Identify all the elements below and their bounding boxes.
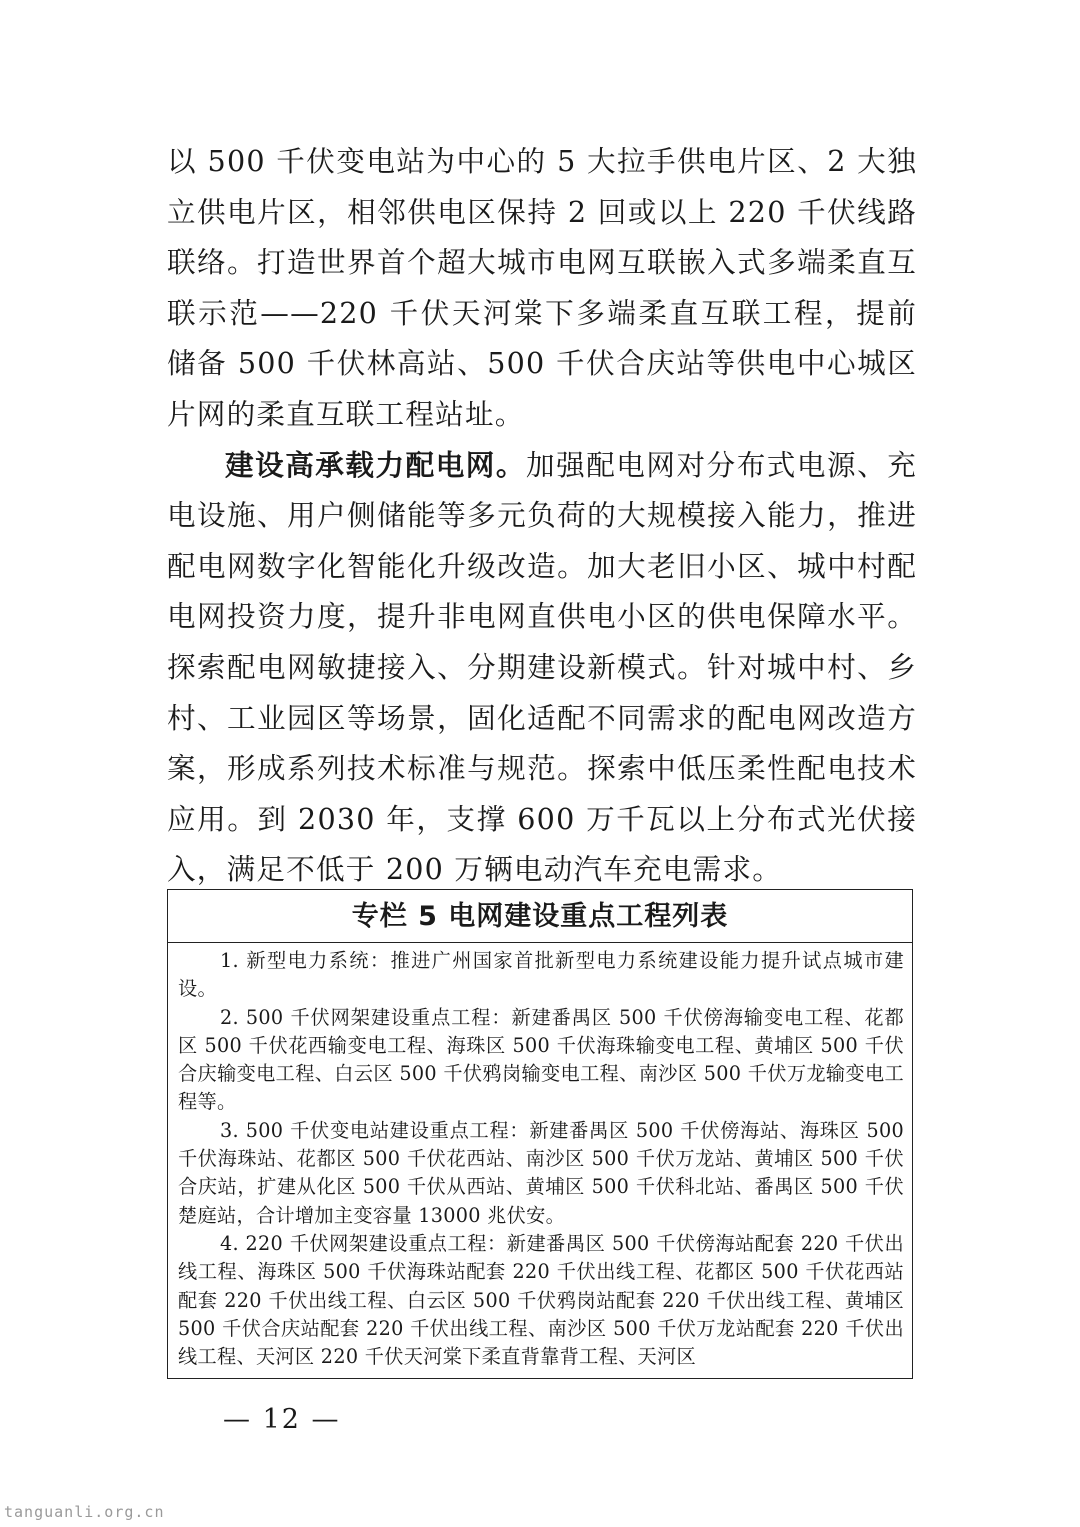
paragraph-lead-heading: 建设高承载力配电网。 — [225, 447, 526, 482]
body-text — [167, 136, 917, 895]
paragraph-distribution-grid — [167, 440, 917, 895]
paragraph-body: 加强配电网对分布式电源、充电设施、用户侧储能等多元负荷的大规模接入能力，推进配电网数字化智能化升级改造。加大老旧小区、城中村配电网投资力度，提升非电网直供电小区的供电保障水平。探索配电网敏捷接入、分期建设新模式。针对城中村、乡村、工业园区等场景，固化适配不同需求的配电网改造方案，形成系列技术标准与规范。探索中低压柔性配电技术应用。到 2030 年，支撑 600 万千瓦以上分布式光伏接入，满足不低于 200 万辆电动汽车充电需求。 — [167, 447, 917, 887]
box-title: 专栏 5 电网建设重点工程列表 — [168, 890, 912, 943]
box-body — [168, 943, 912, 1371]
page-number: — 12 — — [223, 1404, 341, 1435]
sidebar-box-key-projects — [167, 889, 913, 1379]
list-item: 1. 新型电力系统：推进广州国家首批新型电力系统建设能力提升试点城市建设。 — [178, 949, 904, 1001]
watermark: tanguanli.org.cn — [4, 1503, 165, 1521]
paragraph-continued: 以 500 千伏变电站为中心的 5 大拉手供电片区、2 大独立供电片区，相邻供电区保持 2 回或以上 220 千伏线路联络。打造世界首个超大城市电网互联嵌入式多端柔直互联示范——220 千伏天河棠下多端柔直互联工程，提前储备 500 千伏林高站、500 千伏合庆站等供电中心城区片网的柔直互联工程站址。 — [167, 144, 917, 431]
list-item: 2. 500 千伏网架建设重点工程：新建番禺区 500 千伏傍海输变电工程、花都区 500 千伏花西输变电工程、海珠区 500 千伏海珠输变电工程、黄埔区 500 千伏合庆输变电工程、白云区 500 千伏鸦岗输变电工程、南沙区 500 千伏万龙输变电工程等。 — [178, 1005, 904, 1114]
list-item: 4. 220 千伏网架建设重点工程：新建番禺区 500 千伏傍海站配套 220 千伏出线工程、海珠区 500 千伏海珠站配套 220 千伏出线工程、花都区 500 千伏花西站配套 220 千伏出线工程、白云区 500 千伏鸦岗站配套 220 千伏出线工程、黄埔区 500 千伏合庆站配套 220 千伏出线工程、南沙区 500 千伏万龙站配套 220 千伏出线工程、天河区 220 千伏天河棠下柔直背靠背工程、天河区 — [178, 1231, 904, 1369]
list-item: 3. 500 千伏变电站建设重点工程：新建番禺区 500 千伏傍海站、海珠区 500 千伏海珠站、花都区 500 千伏花西站、南沙区 500 千伏万龙站、黄埔区 500 千伏合庆站，扩建从化区 500 千伏从西站、黄埔区 500 千伏科北站、番禺区 500 千伏楚庭站，合计增加主变容量 13000 兆伏安。 — [178, 1118, 904, 1227]
